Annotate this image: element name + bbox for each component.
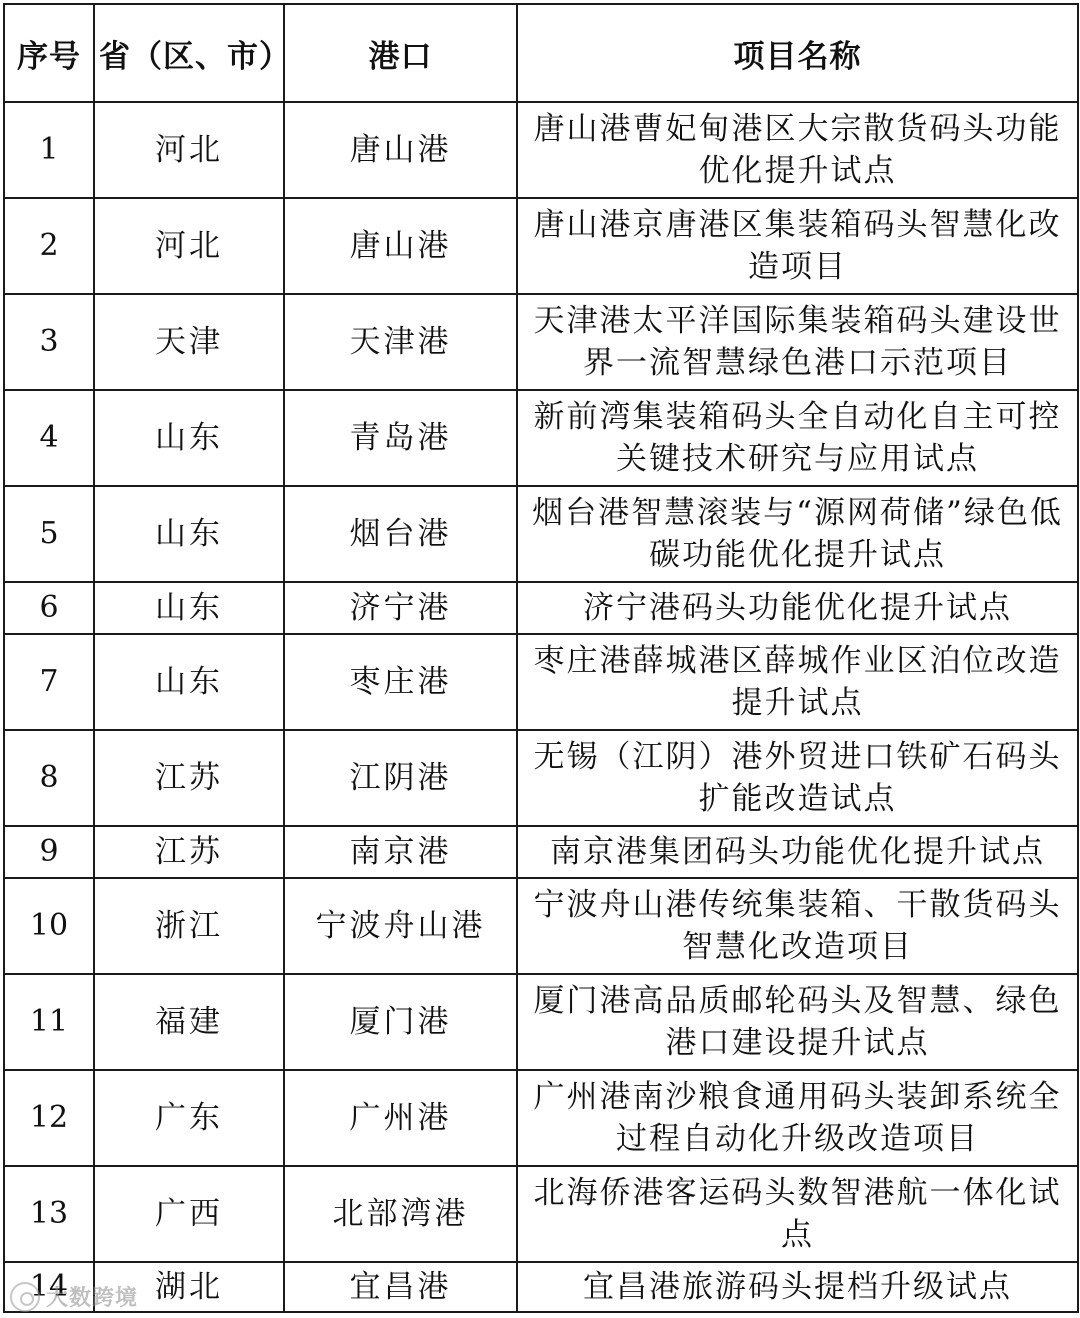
- row-port: 济宁港: [284, 582, 517, 634]
- watermark-text: 大数跨境: [46, 1286, 139, 1311]
- row-project: 唐山港京唐港区集装箱码头智慧化改造项目: [517, 198, 1078, 294]
- row-province: 福建: [94, 974, 284, 1070]
- row-index: 11: [4, 974, 94, 1070]
- header-index: 序号: [4, 4, 94, 102]
- row-index: 6: [4, 582, 94, 634]
- row-project: 枣庄港薛城港区薛城作业区泊位改造提升试点: [517, 634, 1078, 730]
- row-index: 7: [4, 634, 94, 730]
- row-index: 8: [4, 730, 94, 826]
- row-port: 南京港: [284, 826, 517, 878]
- row-province: 山东: [94, 486, 284, 582]
- row-province: 天津: [94, 294, 284, 390]
- row-province: 浙江: [94, 878, 284, 974]
- row-port: 唐山港: [284, 198, 517, 294]
- row-province: 山东: [94, 634, 284, 730]
- table-row: [4, 878, 1078, 974]
- row-project: 无锡（江阴）港外贸进口铁矿石码头扩能改造试点: [517, 730, 1078, 826]
- row-port: 宜昌港: [284, 1262, 517, 1312]
- table-row: [4, 1262, 1078, 1312]
- row-project: 宁波舟山港传统集装箱、干散货码头智慧化改造项目: [517, 878, 1078, 974]
- table-row: [4, 294, 1078, 390]
- table-row: [4, 730, 1078, 826]
- row-index: 14: [4, 1262, 94, 1312]
- row-port: 青岛港: [284, 390, 517, 486]
- row-index: 4: [4, 390, 94, 486]
- table-row: [4, 826, 1078, 878]
- row-province: 山东: [94, 390, 284, 486]
- table-body: [4, 102, 1078, 1312]
- row-province: 河北: [94, 102, 284, 198]
- row-port: 枣庄港: [284, 634, 517, 730]
- ports-project-table: [3, 3, 1079, 1313]
- row-province: 河北: [94, 198, 284, 294]
- row-province: 广东: [94, 1070, 284, 1166]
- row-port: 广州港: [284, 1070, 517, 1166]
- table-row: [4, 974, 1078, 1070]
- header-row: [4, 4, 1078, 102]
- row-project: 烟台港智慧滚装与“源网荷储”绿色低碳功能优化提升试点: [517, 486, 1078, 582]
- row-port: 烟台港: [284, 486, 517, 582]
- row-project: 北海侨港客运码头数智港航一体化试点: [517, 1166, 1078, 1262]
- row-index: 13: [4, 1166, 94, 1262]
- row-province: 江苏: [94, 730, 284, 826]
- row-index: 2: [4, 198, 94, 294]
- table-row: [4, 198, 1078, 294]
- row-index: 5: [4, 486, 94, 582]
- row-index: 3: [4, 294, 94, 390]
- table-row: [4, 634, 1078, 730]
- row-port: 天津港: [284, 294, 517, 390]
- table-row: [4, 1166, 1078, 1262]
- row-project: 厦门港高品质邮轮码头及智慧、绿色港口建设提升试点: [517, 974, 1078, 1070]
- header-port: 港口: [284, 4, 517, 102]
- row-project: 济宁港码头功能优化提升试点: [517, 582, 1078, 634]
- table-row: [4, 486, 1078, 582]
- row-port: 唐山港: [284, 102, 517, 198]
- row-province: 广西: [94, 1166, 284, 1262]
- row-port: 江阴港: [284, 730, 517, 826]
- row-project: 新前湾集装箱码头全自动化自主可控关键技术研究与应用试点: [517, 390, 1078, 486]
- table-row: [4, 1070, 1078, 1166]
- row-province: 山东: [94, 582, 284, 634]
- row-project: 广州港南沙粮食通用码头装卸系统全过程自动化升级改造项目: [517, 1070, 1078, 1166]
- row-project: 宜昌港旅游码头提档升级试点: [517, 1262, 1078, 1312]
- table-row: [4, 582, 1078, 634]
- row-index: 9: [4, 826, 94, 878]
- row-port: 宁波舟山港: [284, 878, 517, 974]
- row-port: 厦门港: [284, 974, 517, 1070]
- row-project: 南京港集团码头功能优化提升试点: [517, 826, 1078, 878]
- row-project: 天津港太平洋国际集装箱码头建设世界一流智慧绿色港口示范项目: [517, 294, 1078, 390]
- row-project: 唐山港曹妃甸港区大宗散货码头功能优化提升试点: [517, 102, 1078, 198]
- row-province: 湖北: [94, 1262, 284, 1312]
- table-row: [4, 390, 1078, 486]
- row-province: 江苏: [94, 826, 284, 878]
- row-index: 12: [4, 1070, 94, 1166]
- row-index: 1: [4, 102, 94, 198]
- row-index: 10: [4, 878, 94, 974]
- table-header: [4, 4, 1078, 102]
- table-row: [4, 102, 1078, 198]
- row-port: 北部湾港: [284, 1166, 517, 1262]
- header-province: 省（区、市）: [94, 4, 284, 102]
- header-project: 项目名称: [517, 4, 1078, 102]
